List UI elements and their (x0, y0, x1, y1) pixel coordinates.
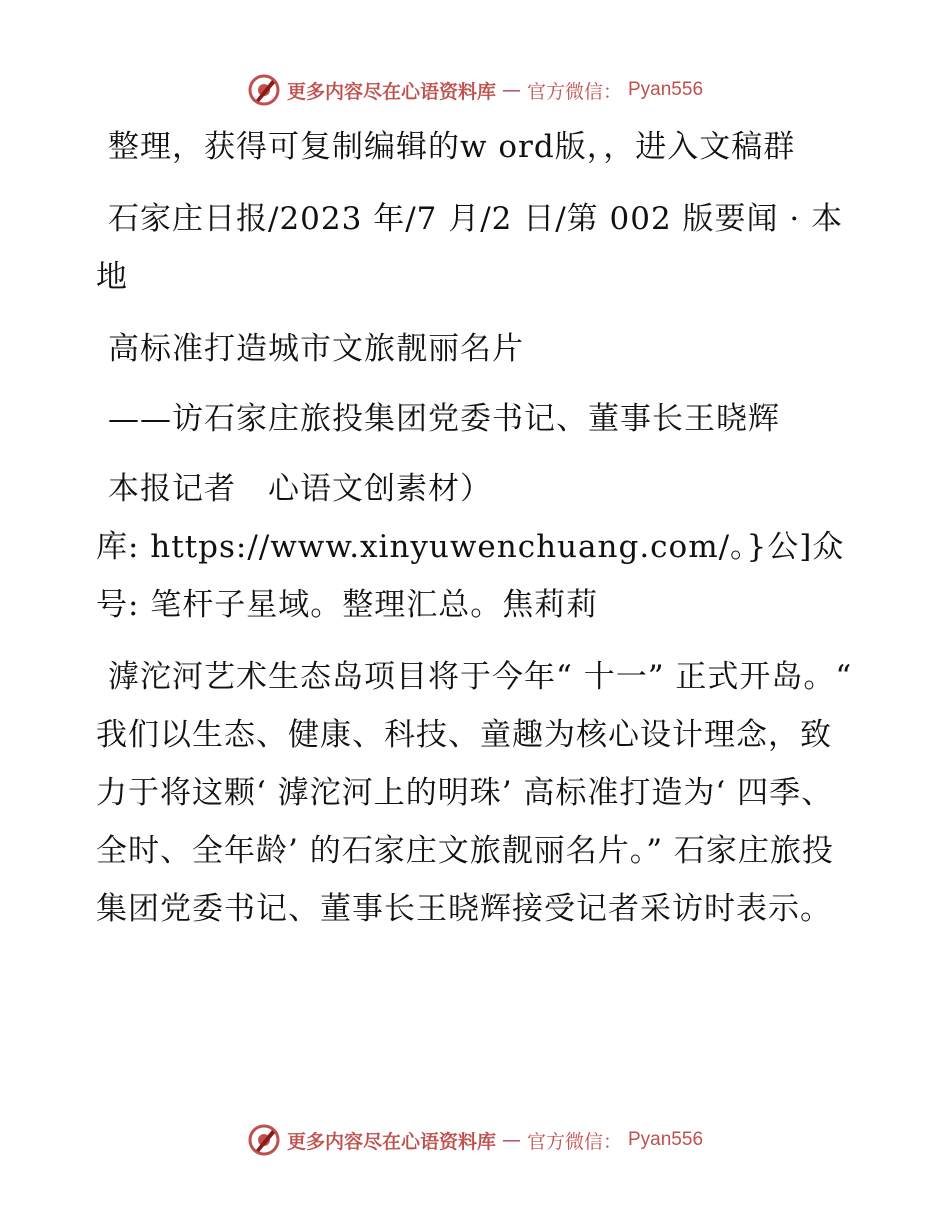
banner-sub-text: 官方微信： (526, 80, 622, 103)
article-subtitle: ——访石家庄旅投集团党委书记、董事长王晓辉 (108, 401, 780, 437)
document-body (96, 118, 856, 952)
paragraph-intro: 整理，获得可复制编辑的w ord版，，进入文稿群 (108, 129, 796, 165)
banner-wechat-id: Pyan556 (628, 1129, 704, 1150)
paragraph-source-note: 库: https://www.xinyuwenchuang.com/。}公]众号: 笔杆子星域。整理汇总。焦莉莉 (96, 529, 845, 623)
banner-main-text: 更多内容尽在心语资料库 (286, 1130, 496, 1153)
article-title: 高标准打造城市文旅靓丽名片 (108, 331, 524, 367)
paragraph-source: 石家庄日报/2023 年/7 月/2 日/第 002 版要闻 · 本地 (96, 201, 844, 295)
footer-watermark-banner (0, 1120, 950, 1160)
pen-logo-icon (247, 73, 281, 107)
banner-main-text: 更多内容尽在心语资料库 (286, 80, 496, 103)
paragraph-byline: 本报记者 心语文创素材） (108, 471, 492, 507)
pen-logo-icon (247, 1123, 281, 1157)
paragraph-body: 滹沱河艺术生态岛项目将于今年“ 十一” 正式开岛。“ 我们以生态、健康、科技、童趣为核心设计理念，致力于将这颗‘ 滹沱河上的明珠’ 高标准打造为‘ 四季、全时、全年龄’ 的石家庄文旅靓丽名片。” 石家庄旅投集团党委书记、董事长王晓辉接受记者采访时表示。 (96, 659, 853, 927)
header-watermark-banner (0, 70, 950, 110)
banner-separator: — (501, 79, 521, 101)
banner-sub-text: 官方微信： (526, 1130, 622, 1153)
banner-wechat-id: Pyan556 (628, 79, 704, 100)
banner-separator: — (501, 1129, 521, 1151)
